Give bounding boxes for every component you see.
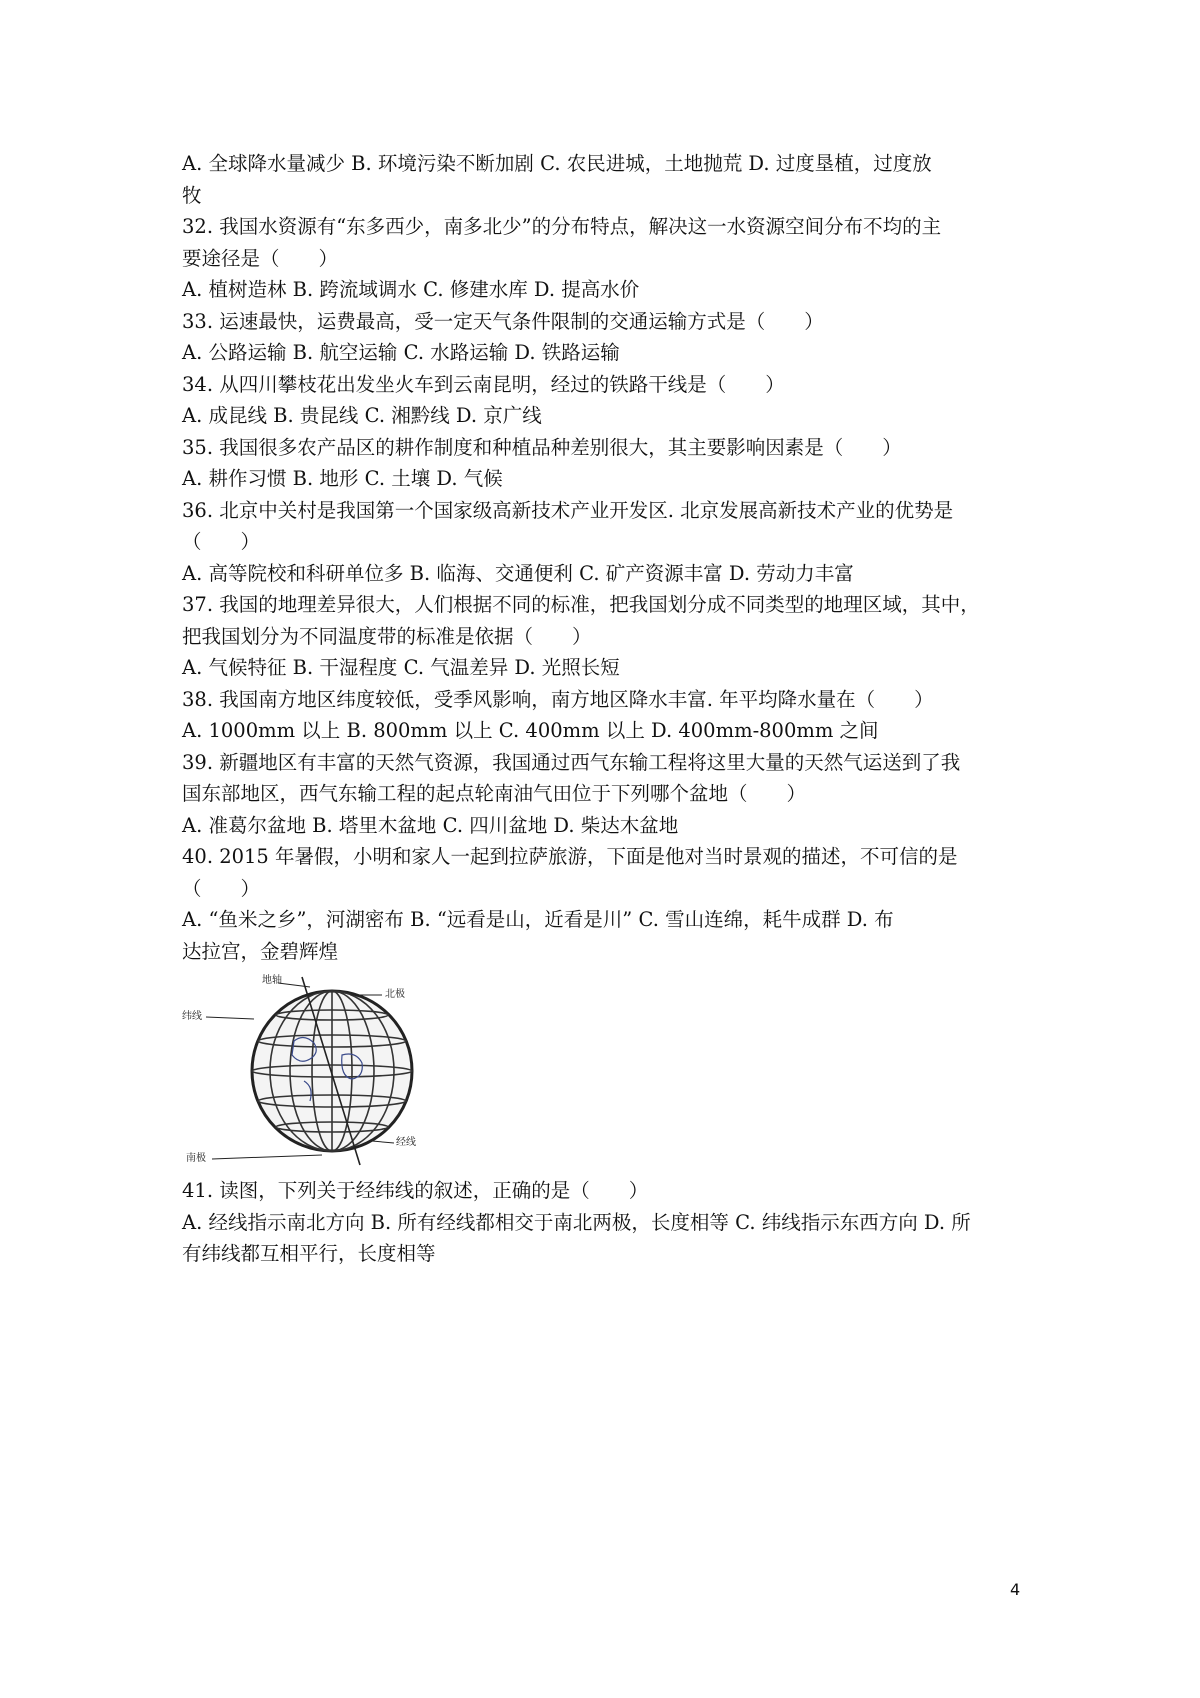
question-33: 33. 运速最快，运费最高，受一定天气条件限制的交通运输方式是（ ） [182, 309, 824, 333]
label-longitude-line: 经线 [396, 1137, 416, 1148]
question-41: 41. 读图，下列关于经纬线的叙述，正确的是（ ） [182, 1179, 649, 1202]
text-line: 国东部地区，西气东输工程的起点轮南油气田位于下列哪个盆地（ ） [182, 782, 807, 805]
question-39: 39. 新疆地区有丰富的天然气资源，我国通过西气东输工程将这里大量的天然气运送到了我 [182, 750, 961, 774]
options-38: A. 1000mm 以上 B. 800mm 以上 C. 400mm 以上 D. 400mm-800mm 之间 [182, 719, 879, 742]
question-38: 38. 我国南方地区纬度较低，受季风影响，南方地区降水丰富. 年平均降水量在（ ） [182, 687, 934, 711]
options-32: A. 植树造林 B. 跨流域调水 C. 修建水库 D. 提高水价 [182, 278, 640, 301]
text-line: 牧 [182, 183, 202, 207]
globe-illustration [182, 971, 472, 1171]
options-35: A. 耕作习惯 B. 地形 C. 土壤 D. 气候 [182, 467, 503, 490]
label-axis: 地轴 [262, 975, 282, 986]
text-line: 有纬线都互相平行，长度相等 [182, 1242, 436, 1265]
text-line: 达拉宫，金碧辉煌 [182, 939, 339, 963]
text-line: 把我国划分为不同温度带的标准是依据（ ） [182, 624, 592, 648]
text-line: A. 全球降水量减少 B. 环境污染不断加剧 C. 农民进城，土地抛荒 D. 过度垦植，过度放 [182, 152, 932, 175]
options-36: A. 高等院校和科研单位多 B. 临海、交通便利 C. 矿产资源丰富 D. 劳动力丰富 [182, 561, 854, 585]
text-line: 要途径是（ ） [182, 246, 339, 270]
label-north-pole: 北极 [385, 989, 405, 1000]
label-latitude-line: 纬线 [182, 1011, 202, 1022]
options-39: A. 准葛尔盆地 B. 塔里木盆地 C. 四川盆地 D. 柴达木盆地 [182, 813, 679, 837]
options-40: A. “鱼米之乡”，河湖密布 B. “远看是山，近看是川” C. 雪山连绵，耗牛成群 D. 布 [182, 908, 894, 931]
page-content [182, 148, 1028, 1270]
question-34: 34. 从四川攀枝花出发坐火车到云南昆明，经过的铁路干线是（ ） [182, 372, 785, 396]
options-37: A. 气候特征 B. 干湿程度 C. 气温差异 D. 光照长短 [182, 656, 620, 679]
options-41: A. 经线指示南北方向 B. 所有经线都相交于南北两极，长度相等 C. 纬线指示东西方向 D. 所 [182, 1210, 971, 1234]
text-line: （ ） [182, 530, 261, 553]
question-32: 32. 我国水资源有“东多西少，南多北少”的分布特点，解决这一水资源空间分布不均的主 [182, 215, 942, 238]
question-35: 35. 我国很多农产品区的耕作制度和种植品种差别很大，其主要影响因素是（ ） [182, 435, 902, 459]
question-37: 37. 我国的地理差异很大，人们根据不同的标准，把我国划分成不同类型的地理区域，其中， [182, 593, 980, 616]
text-line: （ ） [182, 876, 261, 900]
options-34: A. 成昆线 B. 贵昆线 C. 湘黔线 D. 京广线 [182, 404, 542, 427]
page-number: 4 [1010, 1580, 1021, 1599]
question-36: 36. 北京中关村是我国第一个国家级高新技术产业开发区. 北京发展高新技术产业的优势是 [182, 498, 954, 522]
question-40: 40. 2015 年暑假，小明和家人一起到拉萨旅游，下面是他对当时景观的描述，不可信的是 [182, 845, 958, 868]
label-south-pole: 南极 [186, 1153, 206, 1164]
options-33: A. 公路运输 B. 航空运输 C. 水路运输 D. 铁路运输 [182, 341, 620, 364]
globe-figure [182, 971, 472, 1171]
